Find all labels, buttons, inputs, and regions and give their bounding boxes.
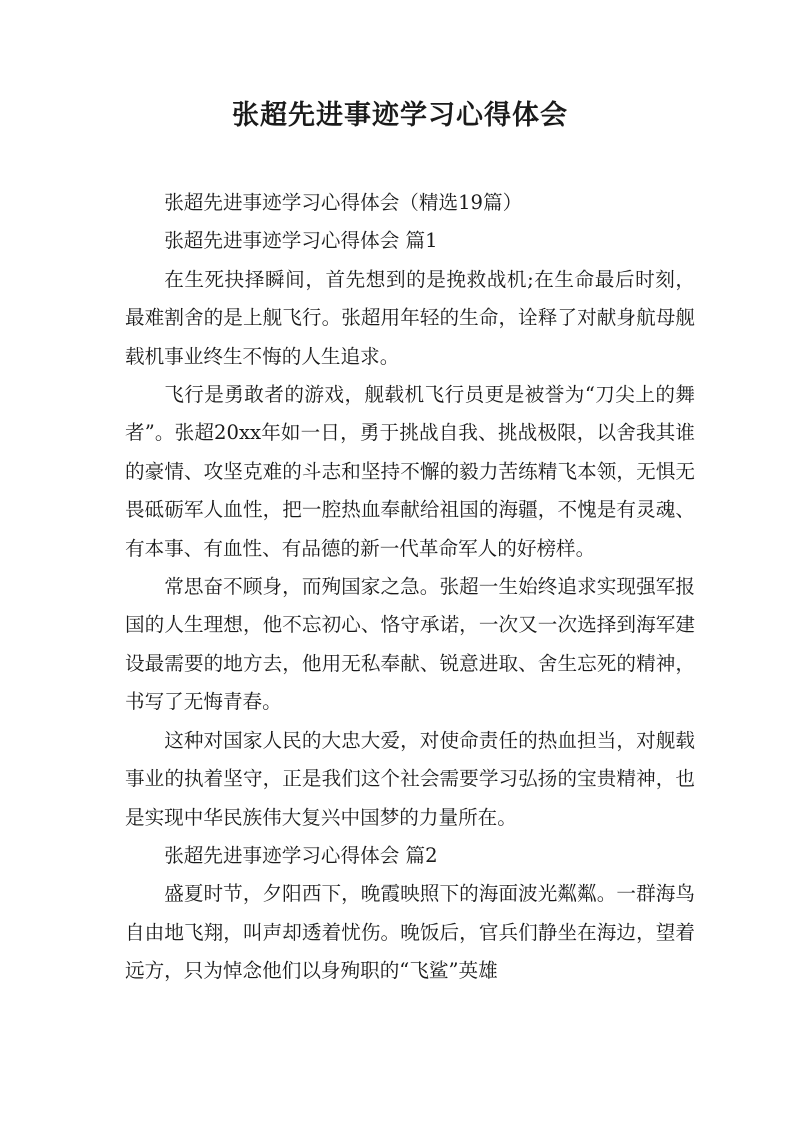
paragraph: 在生死抉择瞬间，首先想到的是挽救战机;在生命最后时刻，最难割舍的是上舰飞行。张超用年轻的生命，诠释了对献身航母舰载机事业终生不悔的人生追求。	[125, 267, 695, 368]
section-heading-2: 张超先进事迹学习心得体会 篇2	[164, 843, 438, 867]
document-body	[125, 184, 695, 991]
paragraph: 这种对国家人民的大忠大爱，对使命责任的热血担当，对舰载事业的执着坚守，正是我们这个社会需要学习弘扬的宝贵精神，也是实现中华民族伟大复兴中国梦的力量所在。	[125, 728, 695, 829]
paragraph: 飞行是勇敢者的游戏，舰载机飞行员更是被誉为“刀尖上的舞者”。张超20xx年如一日，勇于挑战自我、挑战极限，以舍我其谁的豪情、攻坚克难的斗志和坚持不懈的毅力苦练精飞本领，无惧无畏砥砺军人血性，把一腔热血奉献给祖国的海疆，不愧是有灵魂、有本事、有血性、有品德的新一代革命军人的好榜样。	[125, 383, 695, 560]
subtitle: 张超先进事迹学习心得体会（精选19篇）	[164, 191, 523, 214]
document-title: 张超先进事迹学习心得体会	[232, 100, 568, 131]
section-heading-1: 张超先进事迹学习心得体会 篇1	[164, 229, 438, 253]
paragraph: 盛夏时节，夕阳西下，晚霞映照下的海面波光粼粼。一群海鸟自由地飞翔，叫声却透着忧伤。晚饭后，官兵们静坐在海边，望着远方，只为悼念他们以身殉职的“飞鲨”英雄	[125, 882, 695, 983]
paragraph: 常思奋不顾身，而殉国家之急。张超一生始终追求实现强军报国的人生理想，他不忘初心、恪守承诺，一次又一次选择到海军建设最需要的地方去，他用无私奉献、锐意进取、舍生忘死的精神，书写了无悔青春。	[125, 575, 695, 714]
